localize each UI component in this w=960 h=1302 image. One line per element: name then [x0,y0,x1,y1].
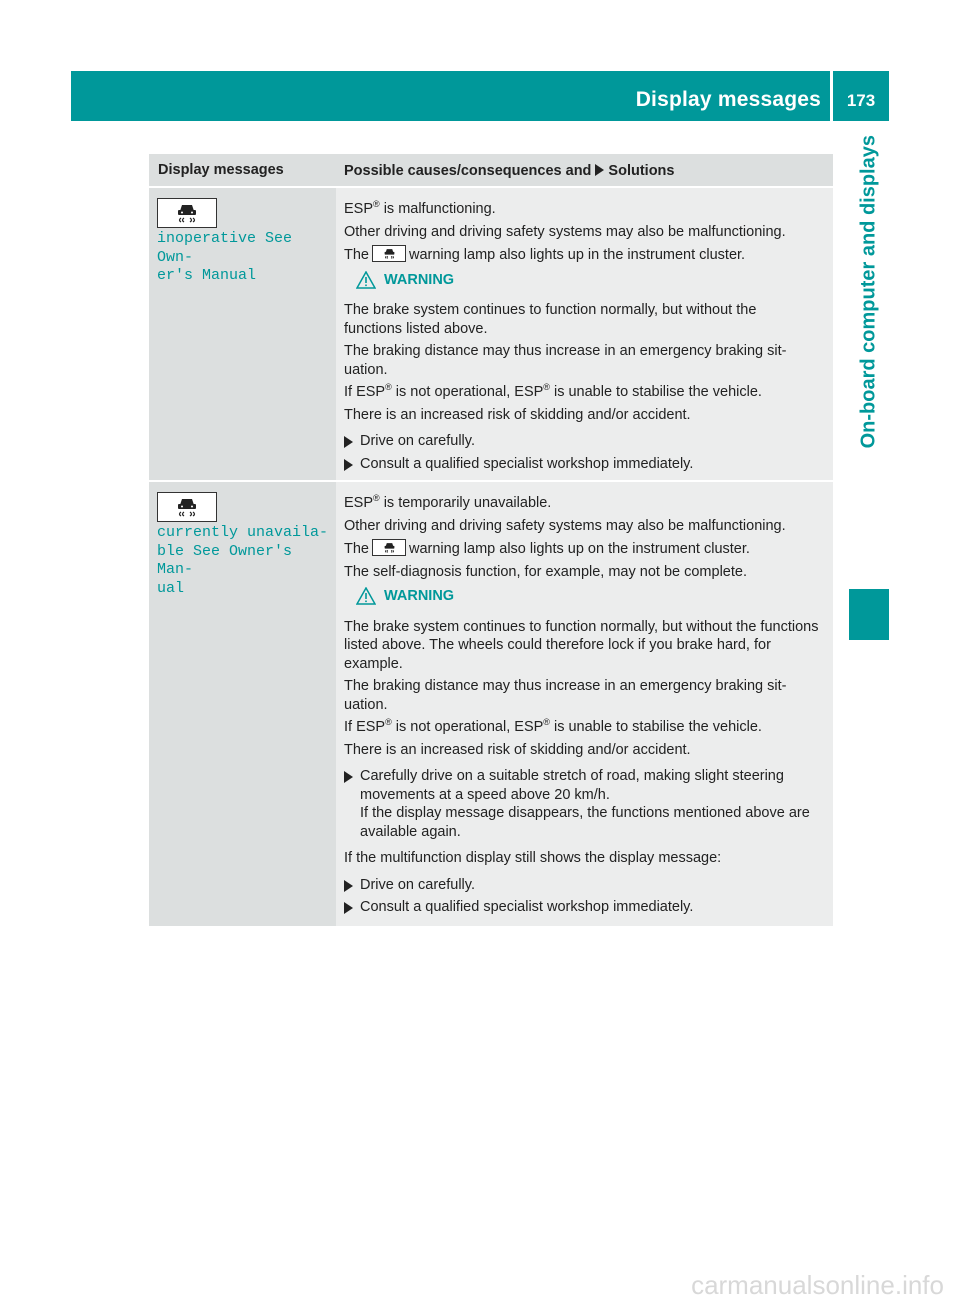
paragraph: The brake system continues to function normally, but without the functions listed above. The wheels could therefore lock if you brake hard, for example. [344,618,819,672]
registered-mark: ® [543,382,550,393]
esp-skid-car-icon [372,539,406,556]
chapter-marker [849,589,889,640]
paragraph [344,539,827,559]
text: If the display message disappears, the functions mentioned above are available again. [360,805,810,840]
text: Drive on carefully. [360,433,475,449]
warning-heading [356,587,827,606]
registered-mark: ® [373,493,380,504]
message-line: inoperative See Own‐ [157,230,293,266]
section-title: Display messages [635,88,821,111]
warning-triangle-icon [356,587,376,605]
list-item [344,898,827,917]
esp-skid-car-icon [157,492,217,522]
registered-mark: ® [543,717,550,728]
text: is malfunctioning. [383,201,496,217]
message-cell [149,188,336,480]
paragraph: The brake system continues to function normally, but without the functions listed above. [344,302,757,337]
text: is unable to stabilise the vehicle. [553,719,762,735]
chapter-title: On-board computer and displays [857,135,880,449]
list-item [344,767,827,841]
registered-mark: ® [385,382,392,393]
table-row [149,186,833,480]
paragraph: Other driving and driving safety systems may also be malfunctioning. [344,517,786,534]
paragraph: There is an increased risk of skidding and/or accident. [344,406,691,423]
step-arrow-icon [344,436,353,448]
step-arrow-icon [595,164,604,176]
message-line: ble See Owner's Man‐ [157,542,293,578]
solutions-cell [336,188,833,480]
registered-mark: ® [385,717,392,728]
text: ESP [344,201,374,217]
text: is not operational, ESP [395,384,544,400]
text: Carefully drive on a suitable stretch of road, making slight steering movements at a speed above 20 km/h. [360,768,784,803]
paragraph [344,718,827,737]
text: If ESP [344,719,386,735]
message-line: ual [157,579,185,597]
step-arrow-icon [344,902,353,914]
text: Drive on carefully. [360,876,475,893]
list-item [344,455,827,474]
table-header [149,154,833,186]
paragraph [344,200,827,219]
text: is unable to stabilise the vehicle. [553,384,762,400]
text: warning lamp also lights up in the instrument cluster. [409,247,746,263]
paragraph: If the multifunction display still shows the display message: [344,850,722,866]
text: Consult a qualified specialist workshop immediately. [360,899,694,915]
solutions-cell [336,482,833,926]
message-cell [149,482,336,926]
message-text [157,230,336,286]
col-header-causes [336,154,833,186]
step-arrow-icon [344,880,353,892]
text: ESP [344,495,374,511]
paragraph: The braking distance may thus increase in an emergency braking sit‐ uation. [344,678,787,713]
paragraph: There is an increased risk of skidding and/or accident. [344,741,691,758]
text: If ESP [344,384,386,400]
display-messages-table [149,154,833,926]
paragraph [344,245,827,265]
col-header-messages: Display messages [158,162,284,178]
message-line: currently unavaila‐ [157,524,329,541]
esp-skid-car-icon [372,245,406,262]
step-arrow-icon [344,771,353,783]
text: is temporarily unavailable. [383,495,552,511]
warning-label: WARNING [384,588,455,604]
registered-mark: ® [373,199,380,210]
step-arrow-icon [344,459,353,471]
chapter-tab [849,135,889,585]
warning-heading [356,271,827,290]
page-number: 173 [846,91,876,110]
message-text [157,524,336,598]
message-line: er's Manual [157,267,257,284]
text: warning lamp also lights up on the instrument cluster. [409,541,750,557]
table-row [149,480,833,926]
text: The [344,247,369,263]
paragraph: The self-diagnosis function, for example, may not be complete. [344,563,747,580]
list-item [344,432,827,451]
warning-label: WARNING [384,271,455,288]
watermark-text: carmanualsonline.info [691,1270,944,1300]
page-header [71,71,889,121]
paragraph [344,494,827,513]
paragraph: Other driving and driving safety systems may also be malfunctioning. [344,223,786,240]
text: Consult a qualified specialist workshop immediately. [360,455,694,472]
text: The [344,541,369,557]
esp-skid-car-icon [157,198,217,228]
list-item [344,876,827,895]
paragraph [344,383,827,402]
warning-triangle-icon [356,271,376,289]
paragraph: The braking distance may thus increase in an emergency braking sit‐ uation. [344,343,787,378]
text: is not operational, ESP [395,719,544,735]
col-header-causes-text: Possible causes/consequences and [344,163,592,179]
col-header-solutions-text: Solutions [608,163,675,179]
